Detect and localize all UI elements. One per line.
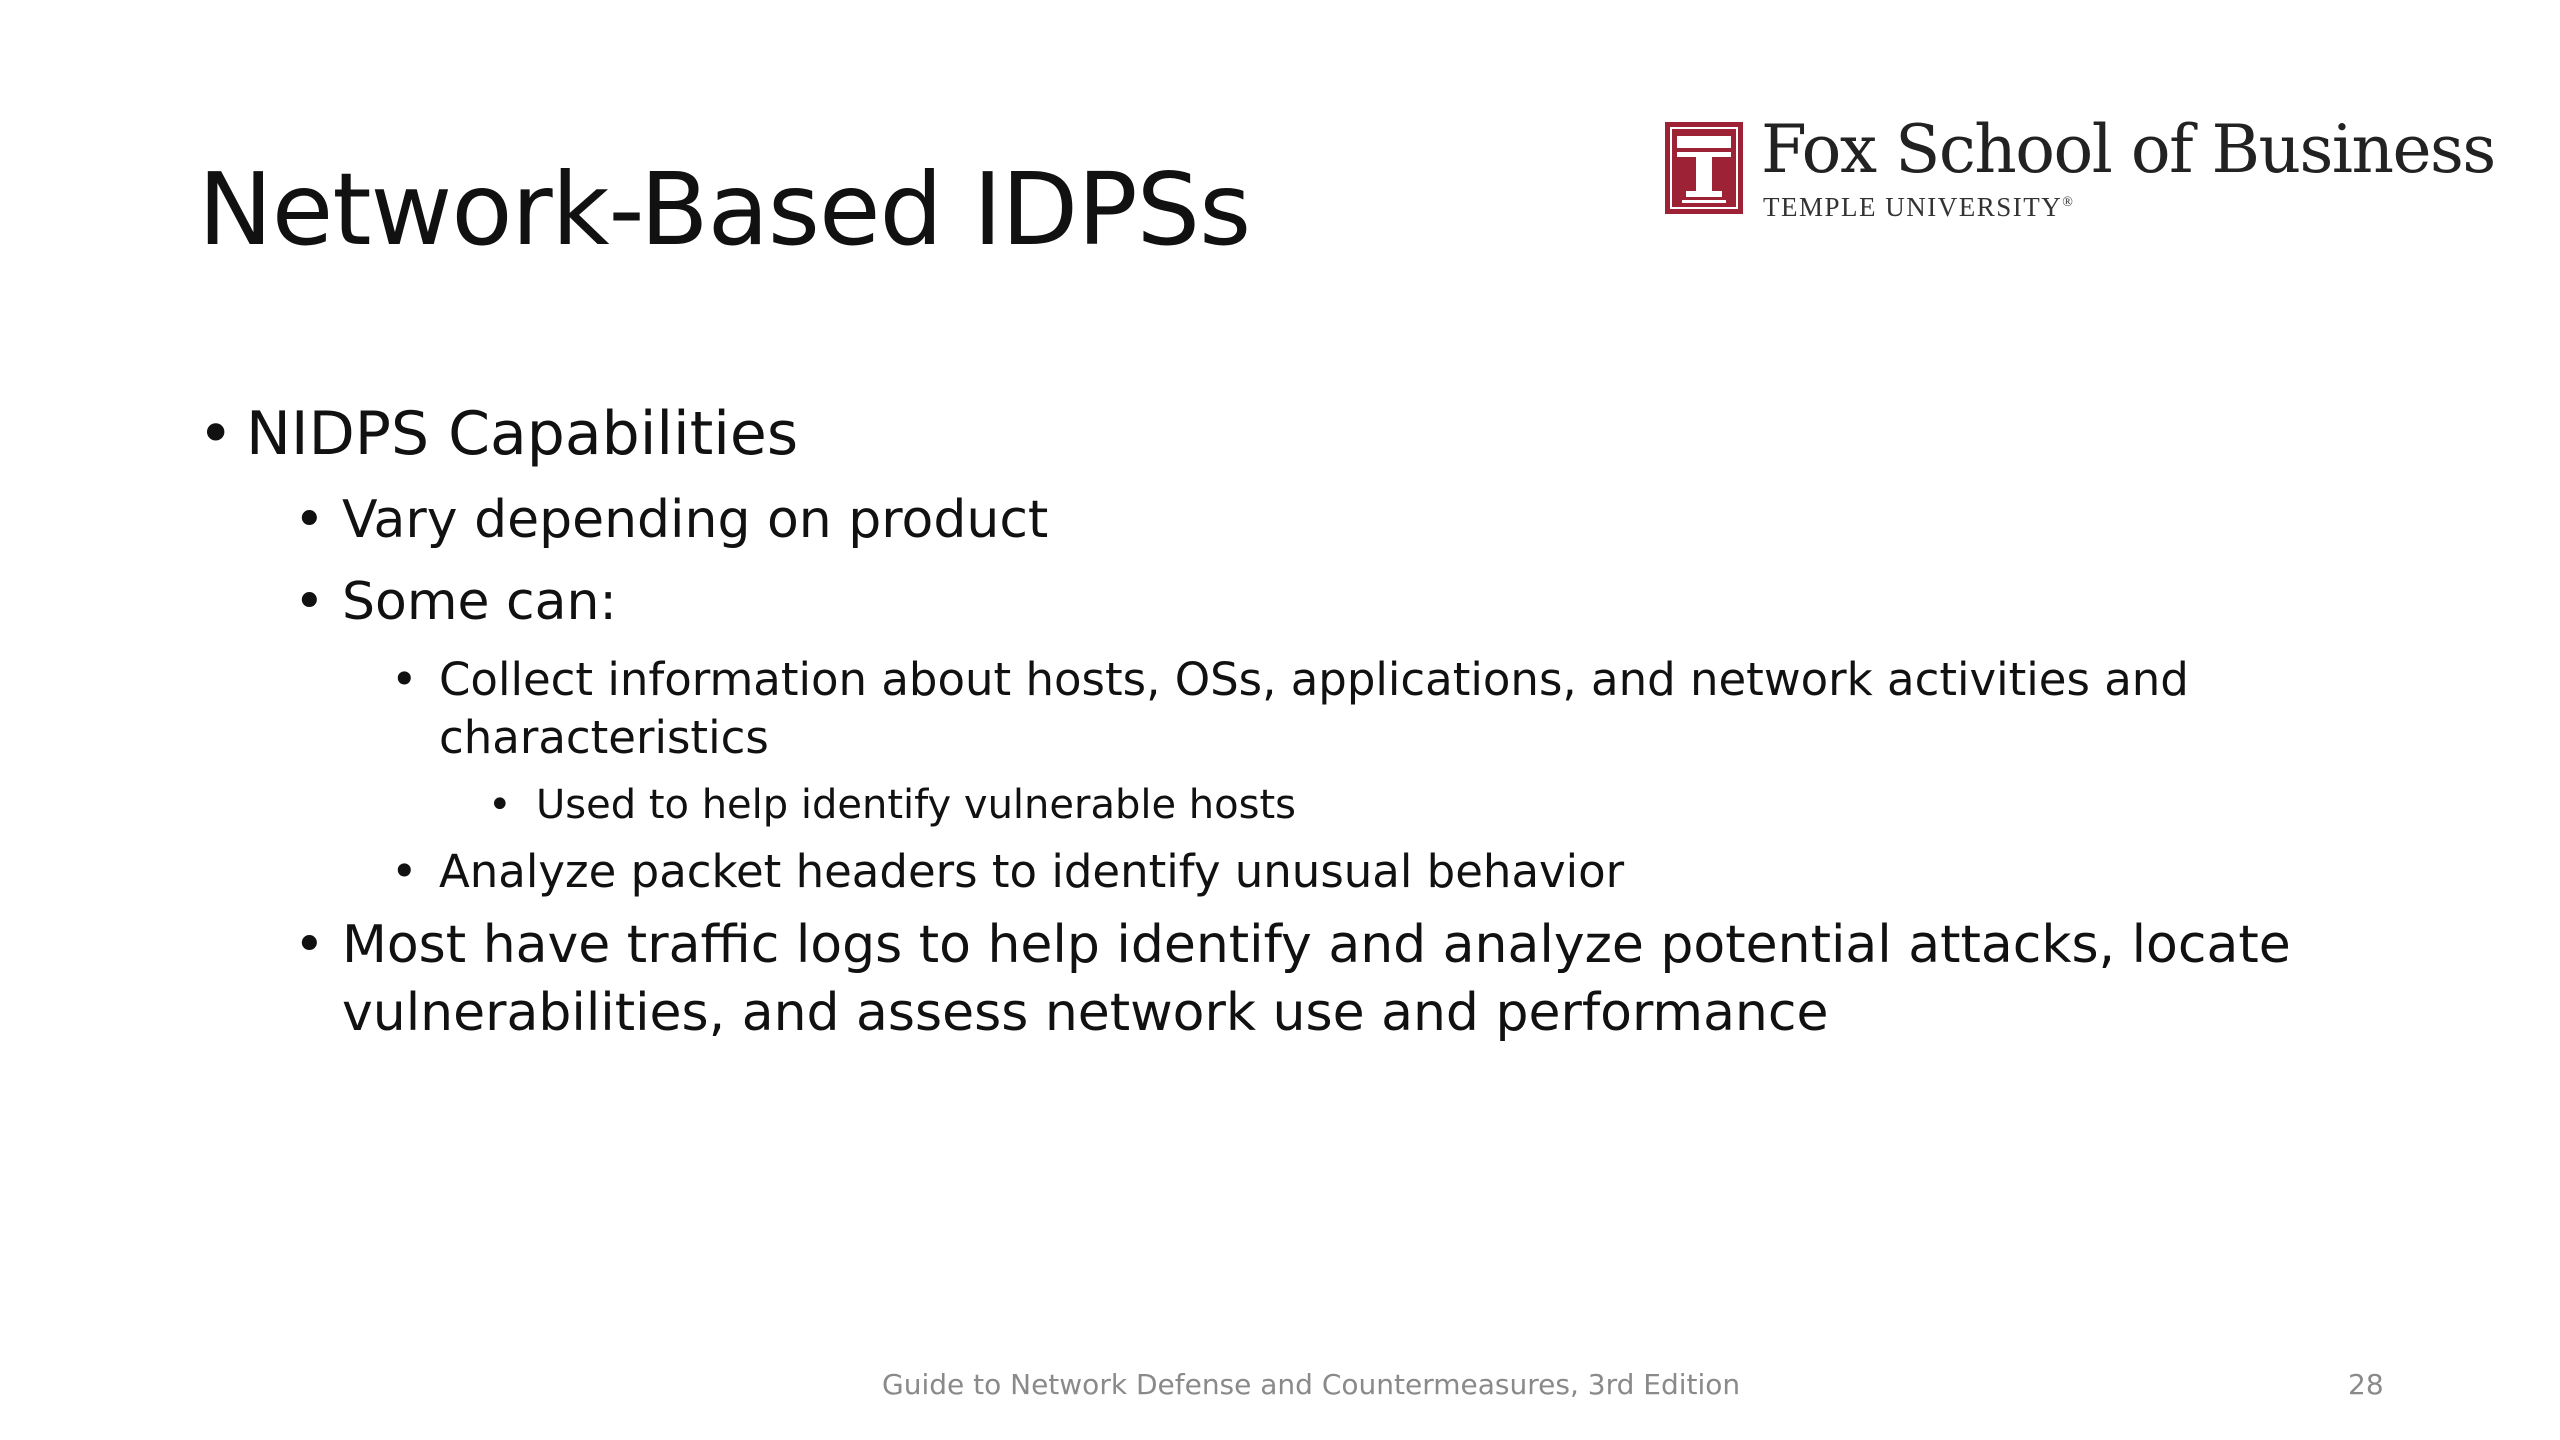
bullet-dot: • (294, 915, 325, 975)
bullet-dot: • (488, 782, 512, 828)
bullet-text: Most have traffic logs to help identify and analyze potential attacks, locate vulnerabilities, and assess network use and performance (342, 915, 2291, 1043)
bullet-item (294, 911, 2392, 1047)
bullet-item (294, 485, 2348, 555)
bullet-item (391, 651, 2339, 767)
bullet-dot: • (198, 399, 234, 469)
bullet-item (294, 567, 2348, 637)
footer-text: Guide to Network Defense and Countermeasures, 3rd Edition (882, 1368, 1741, 1401)
bullet-item (391, 843, 2339, 901)
logo-university-name (1763, 188, 2073, 222)
page-number: 28 (2348, 1368, 2384, 1401)
bullet-text: Vary depending on product (342, 490, 1049, 550)
slide-title: Network-Based IDPSs (198, 151, 1251, 268)
bullet-text: Analyze packet headers to identify unusual behavior (439, 845, 1625, 898)
logo-university-text: TEMPLE UNIVERSITY (1763, 192, 2063, 222)
bullet-dot: • (391, 845, 418, 898)
logo-school-name: Fox School of Business (1761, 111, 2495, 188)
bullet-dot: • (294, 572, 325, 632)
fox-school-logo (1665, 111, 2495, 222)
bullet-dot: • (391, 653, 418, 706)
bullet-item (198, 395, 2348, 473)
bullet-text: Collect information about hosts, OSs, applications, and network activities and characteristics (439, 653, 2189, 764)
bullet-dot: • (294, 490, 325, 550)
bullet-text: Some can: (342, 572, 617, 632)
registered-mark: ® (2062, 195, 2073, 210)
bullet-list (198, 395, 2348, 1047)
bullet-text: NIDPS Capabilities (246, 399, 799, 469)
bullet-text: Used to help identify vulnerable hosts (536, 782, 1296, 828)
bullet-item (488, 777, 2348, 833)
temple-t-logo-icon (1665, 122, 1743, 214)
